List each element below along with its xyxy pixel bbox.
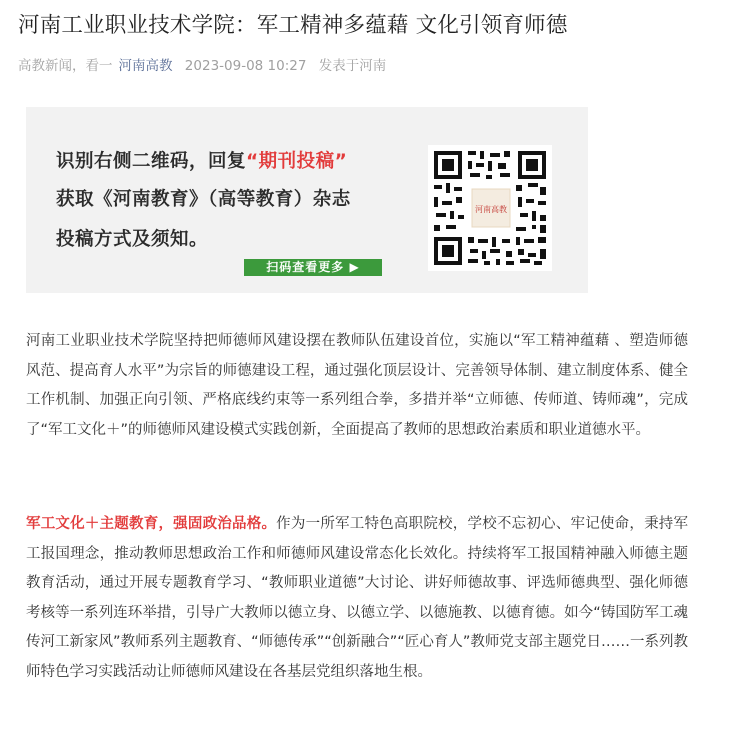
banner-line-1	[56, 147, 347, 173]
publish-date: 2023-09-08 10:27	[184, 58, 307, 74]
paragraph-body: 作为一所军工特色高职院校，学校不忘初心、牢记使命，秉持军工报国理念，推动教师思想政治工作和师德师风建设常态化长效化。持续将军工报国精神融入师德主题教育活动，通过开展专题教育学习、“教师职业道德”大讨论、讲好师德故事、评选师德典型、强化师德考核等一系列连环举措，引导广大教师以德立身、以德立学、以德施教、以德育德。如今“铸国防军工魂 传河工新家风”教师系列主题教育、“师德传承”“创新融合”“匠心育人”教师党支部主题党日……一系列教师特色学习实践活动让师德师风建设在各基层党组织落地生根。	[26, 516, 688, 680]
account-name-link[interactable]: 河南高教	[118, 58, 173, 74]
banner-line-2: 获取《河南教育》（高等教育）杂志	[56, 189, 351, 210]
article-meta	[18, 54, 386, 74]
banner-keyword: “期刊投稿”	[246, 151, 348, 172]
banner-line-3: 投稿方式及须知。	[56, 229, 209, 250]
banner-line-1-prefix: 识别右侧二维码，回复	[56, 151, 247, 172]
paragraph-lead: 军工文化＋主题教育，强固政治品格。	[26, 516, 277, 532]
qr-code-icon	[428, 145, 552, 271]
article-title: 河南工业职业技术学院：军工精神多蕴藉 文化引领育师德	[18, 13, 568, 38]
qr-center-label: 河南高教	[475, 205, 507, 214]
paragraph-intro: 河南工业职业技术学院坚持把师德师风建设摆在教师队伍建设首位，实施以“军工精神蕴藉 、塑造师德风范、提高育人水平”为宗旨的师德建设工程，通过强化顶层设计、完善领导体制、建立制度体系、健全工作机制、加强正向引领、严格底线约束等一系列组合拳，多措并举“立师德、传师道、铸师魂”，完成了“军工文化＋”的师德师风建设模式实践创新，全面提高了教师的思想政治素质和职业道德水平。	[26, 333, 688, 438]
paragraph-military-culture	[26, 510, 688, 687]
submission-banner-image[interactable]	[26, 107, 588, 293]
scan-more-button: 扫码查看更多 ▶	[244, 259, 382, 276]
publish-location: 发表于河南	[318, 58, 387, 74]
source-label: 高教新闻，看一	[18, 58, 113, 74]
